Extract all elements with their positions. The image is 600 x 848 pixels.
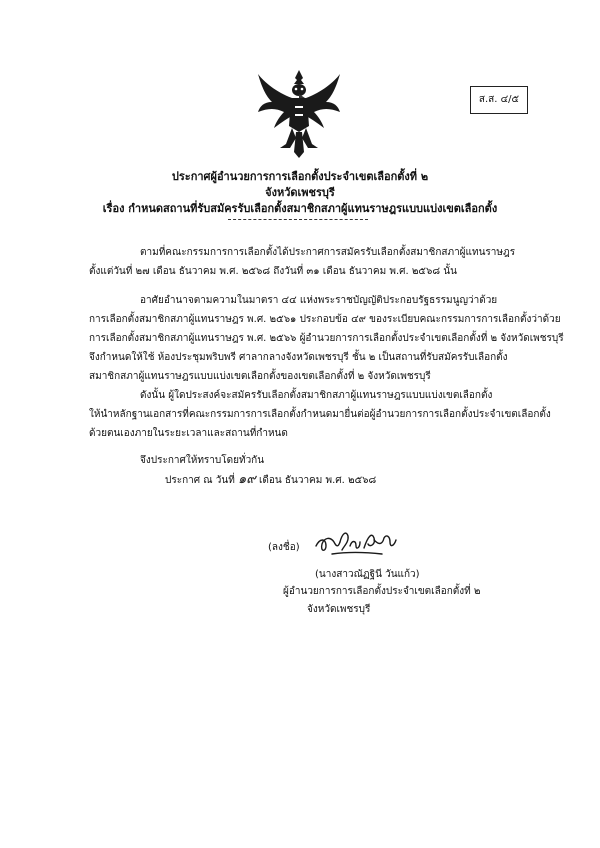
paragraph-2-cont: การเลือกตั้งสมาชิกสภาผู้แทนราษฎร พ.ศ. ๒๕๖๑ ประกอบข้อ ๔๙ ของระเบียบคณะกรรมการการเลือกตั้งว่าด้วย การเลือกตั้งสมาชิกสภาผู้แทนราษฎร พ.ศ. ๒๕๖๖ ผู้อำนวยการการเลือกตั้งประจำเขตเลือกตั้งที่ ๒ จังหวัดเพชรบุรี จึงกำหนดให้ใช้ ห้องประชุมพริบพรี ศาลากลางจังหวัดเพชรบุรี ชั้น ๒ เป็นสถานที่รับสมัครรับเลือกตั้ง สมาชิกสภาผู้แทนราษฎรแบบแบ่งเขตเลือกตั้งของเขตเลือกตั้งที่ ๒ จังหวัดเพชรบุรี [89,314,564,382]
heading-divider [228,219,368,220]
paragraph-3-line-1: ดังนั้น ผู้ใดประสงค์จะสมัครรับเลือกตั้งสมาชิกสภาผู้แทนราษฎรแบบแบ่งเขตเลือกตั้ง [140,390,493,401]
form-code-box: ส.ส. ๔/๕ [470,86,528,114]
signatory-name: (นางสาวณัฏฐินี วันแก้ว) [315,569,420,580]
province-heading: จังหวัดเพชรบุรี [265,186,335,199]
signature-label: (ลงชื่อ) [268,542,300,553]
date-day: ๑๙ [237,472,256,487]
announcement-line: จึงประกาศให้ทราบโดยทั่วกัน [140,455,265,466]
signatory-province: จังหวัดเพชรบุรี [307,604,371,615]
garuda-emblem [256,68,342,160]
signatory-title: ผู้อำนวยการการเลือกตั้งประจำเขตเลือกตั้งที่ ๒ [283,586,481,597]
date-suffix: เดือน ธันวาคม พ.ศ. ๒๕๖๘ [258,475,377,486]
paragraph-1-cont: ตั้งแต่วันที่ ๒๗ เดือน ธันวาคม พ.ศ. ๒๕๖๘ ถึงวันที่ ๓๑ เดือน ธันวาคม พ.ศ. ๒๕๖๘ นั้น [89,266,457,277]
date-line [165,470,376,490]
paragraph-1-line-1: ตามที่คณะกรรมการการเลือกตั้งได้ประกาศการสมัครรับเลือกตั้งสมาชิกสภาผู้แทนราษฎร [140,247,516,258]
subject-heading: เรื่อง กำหนดสถานที่รับสมัครรับเลือกตั้งสมาชิกสภาผู้แทนราษฎรแบบแบ่งเขตเลือกตั้ง [102,202,498,215]
date-prefix: ประกาศ ณ วันที่ [165,475,235,486]
handwritten-signature [312,524,400,558]
paragraph-3-cont: ให้นำหลักฐานเอกสารที่คณะกรรมการการเลือกตั้งกำหนดมายื่นต่อผู้อำนวยการการเลือกตั้งประจำเขตเลือกตั้ง ด้วยตนเองภายในระยะเวลาและสถานที่กำหนด [89,409,551,439]
paragraph-2-line-1: อาศัยอำนาจตามความในมาตรา ๔๔ แห่งพระราชบัญญัติประกอบรัฐธรรมนูญว่าด้วย [140,295,498,306]
announcement-heading: ประกาศผู้อำนวยการการเลือกตั้งประจำเขตเลือกตั้งที่ ๒ [171,170,429,183]
